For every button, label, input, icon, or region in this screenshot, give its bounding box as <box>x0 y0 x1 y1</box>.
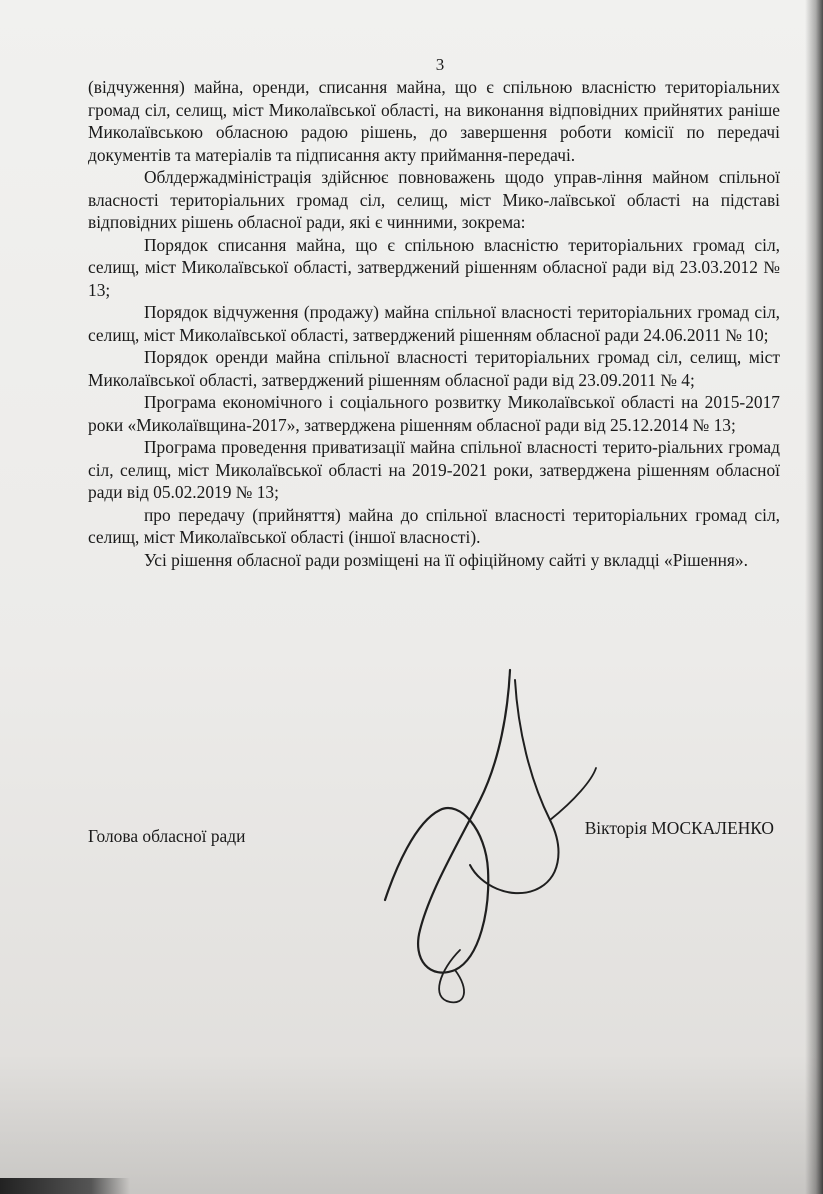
signature-block <box>88 818 780 848</box>
document-body <box>88 76 780 571</box>
paragraph-writeoff-order: Порядок списання майна, що є спільною власністю територіальних громад сіл, селищ, міст Миколаївської області, затверджений рішенням обласної ради від 23.03.2012 № 13; <box>88 234 780 300</box>
paragraph-lease-order: Порядок оренди майна спільної власності територіальних громад сіл, селищ, міст Миколаївської області, затверджений рішенням обласної ради від 23.09.2011 № 4; <box>88 347 780 390</box>
paragraph-authority: Облдержадміністрація здійснює повноважень щодо управ-ління майном спільної власності територіальних громад сіл, селищ, міст Мико-лаївської області на підставі відповідних рішень обласної ради, які є чинними, зокрема: <box>88 167 780 232</box>
signatory-title: Голова обласної ради <box>88 826 246 846</box>
bottom-left-corner-shadow <box>0 1178 130 1194</box>
paragraph-website-note: Усі рішення обласної ради розміщені на її офіційному сайті у вкладці «Рішення». <box>144 549 748 570</box>
bottom-shadow <box>0 1054 823 1194</box>
page-number: 3 <box>435 55 445 74</box>
page-edge-shadow <box>805 0 823 1194</box>
paragraph-continuation: (відчуження) майна, оренди, списання майна, що є спільною власністю територіальних громад сіл, селищ, міст Миколаївської області, на виконання відповідних прийнятих раніше Миколаївською обласною радою рішень, до завершення роботи комісії по передачі документів та матеріалів та підписання акту приймання-передачі. <box>88 77 780 165</box>
paragraph-privatization-program: Програма проведення приватизації майна спільної власності терито-ріальних громад сіл, селищ, міст Миколаївської області на 2019-2021 роки, затверджена рішенням обласної ради від 05.02.2019 № 13; <box>88 437 780 502</box>
paragraph-sale-order: Порядок відчуження (продажу) майна спільної власності територіальних громад сіл, селищ, міст Миколаївської області, затверджений рішенням обласної ради 24.06.2011 № 10; <box>88 302 780 345</box>
paragraph-property-transfer: про передачу (прийняття) майна до спільної власності територіальних громад сіл, селищ, міст Миколаївської області (іншої власності). <box>88 504 780 547</box>
signatory-name: Вікторія МОСКАЛЕНКО <box>584 818 774 838</box>
paragraph-development-program: Програма економічного і соціального розвитку Миколаївської області на 2015-2017 роки «Миколаївщина-2017», затверджена рішенням обласної ради від 25.12.2014 № 13; <box>88 392 780 435</box>
